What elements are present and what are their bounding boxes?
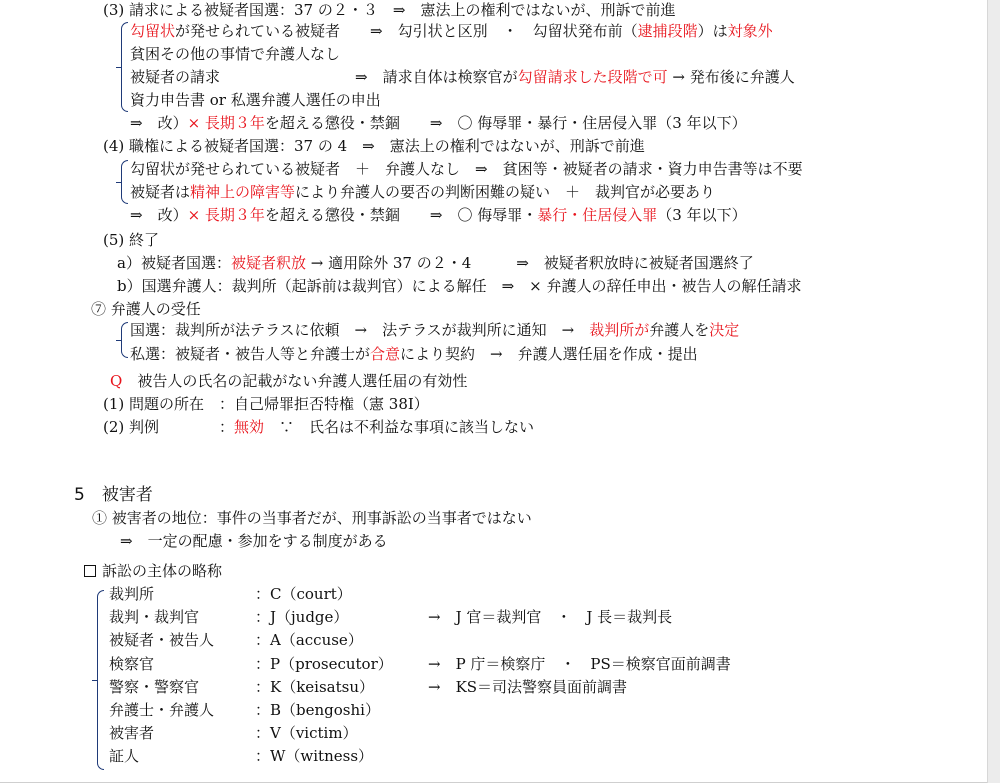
s4-row-2: 被疑者は精神上の障害等により弁護人の要否の判断困難の疑い ＋ 裁判官が必要あり: [130, 183, 716, 201]
abbr-code: ：W（witness）: [255, 747, 374, 766]
abbr-note: → P 庁＝検察庁 ・ PS＝検察官面前調書: [428, 654, 731, 673]
section-7-title: ⑦ 弁護人の受任: [91, 300, 201, 318]
abbr-note: → KS＝司法警察員面前調書: [428, 677, 628, 696]
s3-row-4: 資力申告書 or 私選弁護人選任の申出: [130, 91, 381, 109]
brace-bracket: [121, 322, 128, 358]
section-5-title: (5) 終了: [103, 231, 160, 249]
abbr-name: 裁判・裁判官: [109, 608, 200, 627]
s5-item-b: b）国選弁護人：裁判所（起訴前は裁判官）による解任 ⇒ × 弁護人の辞任申出・被告人の解任請求: [117, 277, 802, 295]
section-heading: 5 被害者: [74, 485, 153, 505]
s3-row-1: 勾留状が発せられている被疑者 ⇒ 勾引状と区別 ・ 勾留状発布前（逮捕段階）は対象外: [130, 22, 773, 40]
abbr-code: ：V（victim）: [255, 724, 358, 743]
abbr-name: 検察官: [109, 654, 155, 673]
brace-bracket: [121, 160, 128, 204]
abbr-code: ：K（keisatsu）: [255, 677, 374, 696]
s4-note: ⇒ 改）× 長期３年を超える懲役・禁錮 ⇒ 〇 侮辱罪・暴行・住居侵入罪（3 年以下）: [130, 206, 747, 224]
vertical-scrollbar[interactable]: [987, 0, 1000, 783]
s5-item-a: a）被疑者国選：被疑者釈放 → 適用除外 37 の２・4 ⇒ 被疑者釈放時に被疑者国選終了: [117, 254, 754, 272]
s7-row-2: 私選：被疑者・被告人等と弁護士が合意により契約 → 弁護人選任届を作成・提出: [130, 345, 698, 363]
question-mark: Q: [110, 372, 123, 390]
abbr-name: 弁護士・弁護人: [109, 701, 215, 719]
abbr-name: 被疑者・被告人: [109, 631, 215, 650]
abbr-code: ：P（prosecutor）: [255, 654, 393, 673]
abbr-name: 被害者: [109, 724, 155, 743]
abbr-code: ：C（court）: [255, 585, 352, 603]
checkbox-square-icon: [84, 565, 96, 577]
abbr-code: ：J（judge）: [255, 608, 349, 627]
section-4-title: (4) 職権による被疑者国選：37 の 4 ⇒ 憲法上の権利ではないが、刑訴で前進: [103, 137, 645, 155]
s3-row-3: 被疑者の請求 ⇒ 請求自体は検察官が勾留請求した段階で可 → 発布後に弁護人: [130, 68, 795, 86]
q-point-1: (1) 問題の所在 ：自己帰罪拒否特権（憲 38Ⅰ）: [103, 395, 429, 413]
victim-status: ① 被害者の地位：事件の当事者だが、刑事訴訟の当事者ではない: [92, 509, 532, 527]
abbr-name: 警察・警察官: [109, 677, 200, 696]
abbr-code: ：A（accuse）: [255, 631, 363, 650]
abbr-name: 裁判所: [109, 585, 155, 603]
abbr-code: ：B（bengoshi）: [255, 701, 380, 719]
abbr-heading: 訴訟の主体の略称: [84, 561, 222, 581]
question-line: Q 被告人の氏名の記載がない弁護人選任届の有効性: [110, 372, 468, 390]
abbr-name: 証人: [109, 747, 140, 766]
s7-row-1: 国選：裁判所が法テラスに依頼 → 法テラスが裁判所に通知 → 裁判所が弁護人を決定: [130, 321, 740, 339]
s3-row-2: 貧困その他の事情で弁護人なし: [130, 45, 341, 63]
s4-row-1: 勾留状が発せられている被疑者 ＋ 弁護人なし ⇒ 貧困等・被疑者の請求・資力申告書等は不要: [130, 160, 803, 178]
brace-bracket: [97, 590, 104, 770]
s3-note: ⇒ 改）× 長期３年を超える懲役・禁錮 ⇒ 〇 侮辱罪・暴行・住居侵入罪（3 年以下）: [130, 114, 747, 132]
brace-bracket: [121, 22, 128, 112]
q-point-2: (2) 判例 ：無効 ∵ 氏名は不利益な事項に該当しない: [103, 418, 535, 436]
victim-note: ⇒ 一定の配慮・参加をする制度がある: [120, 532, 388, 550]
abbr-note: → J 官＝裁判官 ・ J 長＝裁判長: [428, 608, 673, 627]
section-3-title: (3) 請求による被疑者国選：37 の２・３ ⇒ 憲法上の権利ではないが、刑訴で前進: [103, 1, 676, 19]
